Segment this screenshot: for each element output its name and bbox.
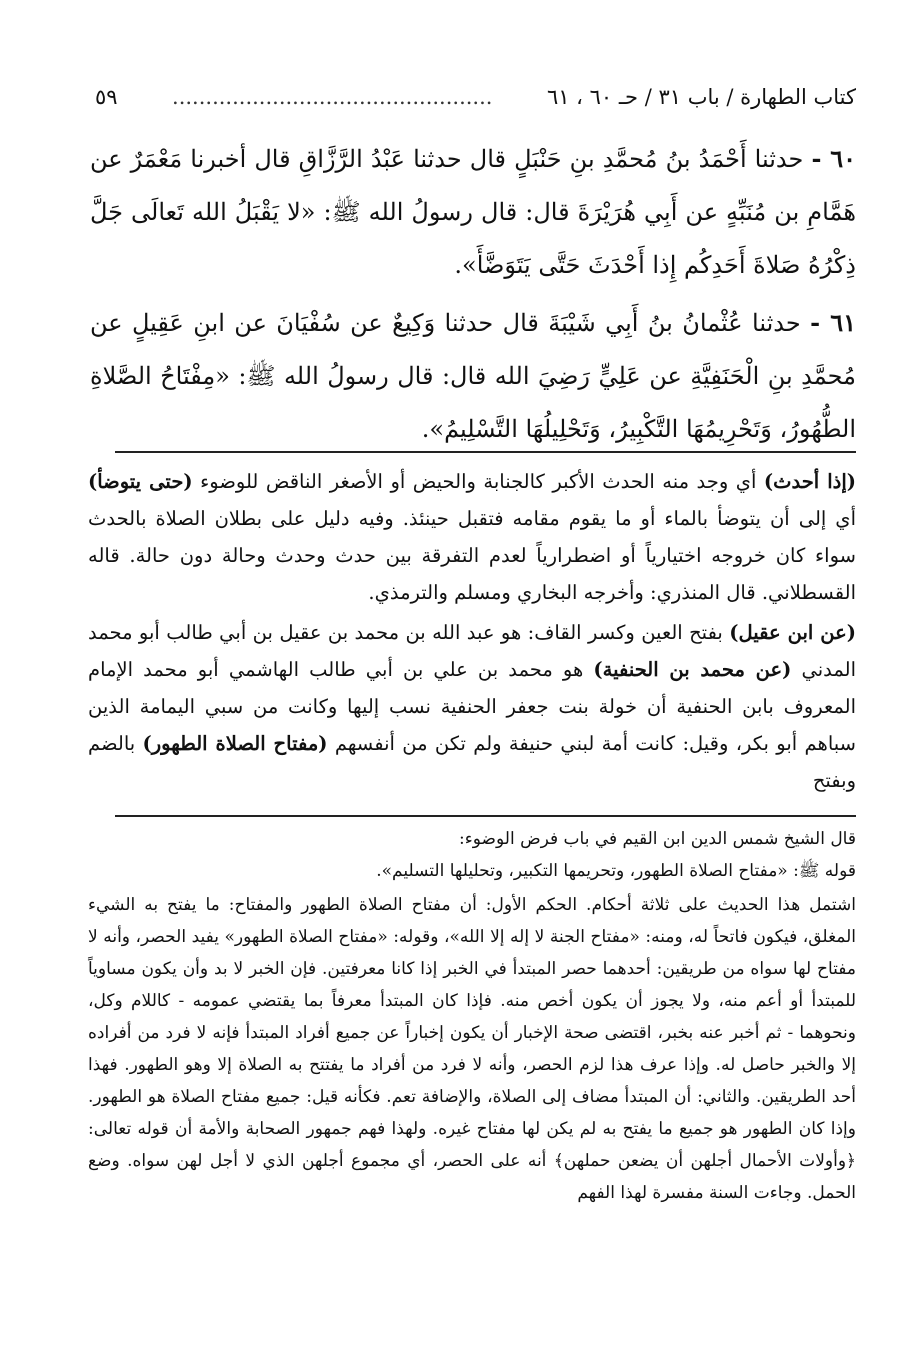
commentary-term: (عن ابن عقيل) [729,621,856,644]
hadith-section [90,132,856,460]
commentary-text: بالضم وبفتح [88,732,856,792]
commentary-term: (إذا أحدث) [763,470,857,493]
commentary-text: هو محمد بن علي بن أبي طالب الهاشمي أبو محمد الإمام المعروف بابن الحنفية أن خولة بنت جعفر الحنفية نسب إليها وكانت من سبي اليمامة الذين سباهم أبو بكر، وقيل: كانت أمة لبني حنيفة ولم تكن من أنفسهم [88,658,856,755]
hadith-number: ٦١ - [810,308,856,337]
hadith-61 [90,296,856,456]
commentary-term: (حتى يتوضأ) [88,470,193,493]
commentary-paragraph [88,614,856,799]
commentary-text: أي وجد منه الحدث الأكبر كالجنابة والحيض أو الأصغر الناقض للوضوء [192,470,764,493]
hadith-text: حدثنا أَحْمَدُ بنُ مُحمَّدِ بنِ حَنْبَلٍ قال حدثنا عَبْدُ الرَّزَّاقِ قال أخبرنا مَعْمَرٌ عن هَمَّامِ بن مُنَبِّهٍ عن أَبِي هُرَيْرَةَ قال: قال رسولُ الله ﷺ: «لا يَقْبَلُ الله تَعالَى جَلَّ ذِكْرُهُ صَلاةَ أَحَدِكُم إِذا أَحْدَثَ حَتَّى يَتَوَضَّأَ». [90,145,856,279]
notes-intro: قال الشيخ شمس الدين ابن القيم في باب فرض الوضوء: [459,829,856,849]
commentary-text: أي إلى أن يتوضأ بالماء أو ما يقوم مقامه فتقبل حينئذ. وفيه دليل على بطلان الصلاة بالحدث سواء كان خروجه اختيارياً أو اضطرارياً لعدم التفرقة بين حدث وحدث وحالة دون حالة. قاله القسطلاني. قال المنذري: وأخرجه البخاري ومسلم والترمذي. [88,507,856,604]
footnote-divider [115,815,856,817]
commentary-term: (مفتاح الصلاة الطهور) [142,732,328,755]
hadith-60 [90,132,856,292]
notes-quote: قوله ﷺ: «مفتاح الصلاة الطهور، وتحريمها التكبير، وتحليلها التسليم». [376,861,856,881]
notes-body: اشتمل هذا الحديث على ثلاثة أحكام. الحكم الأول: أن مفتاح الصلاة الطهور والمفتاح: ما يفتح به الشيء المغلق، فيكون فاتحاً له، ومنه: «مفتاح الجنة لا إله إلا الله»، وقوله: «مفتاح الصلاة الطهور» يفيد الحصر، وأنه لا مفتاح لها سواه من طريقين: أحدهما حصر المبتدأ في الخبر إذا كانا معرفتين. فإن الخبر لا بد وأن يكون مساوياً للمبتدأ أو أعم منه، ولا يجوز أن يكون أخص منه. فإذا كان المبتدأ معرفاً بما يقتضي عمومه - كاللام وكل، ونحوهما - ثم أخبر عنه بخبر، اقتضى صحة الإخبار أن يكون إخباراً عن جميع أفراد المبتدأ فإنه لا فرد من أفراده إلا والخبر حاصل له. وإذا عرف هذا لزم الحصر، وأنه لا فرد من أفراد ما يفتتح به الصلاة إلا وهو الطهور. فهذا أحد الطريقين. والثاني: أن المبتدأ مضاف إلى الصلاة، والإضافة تعم. فكأنه قيل: جميع مفتاح الصلاة هو الطهور. وإذا كان الطهور هو جميع ما يفتح به لم يكن لها مفتاح غيره. ولهذا فهم جمهور الصحابة والأمة أن قوله تعالى: ﴿وأولات الأحمال أجلهن أن يضعن حملهن﴾ أنه على الحصر، أي مجموع أجلهن الذي لا أجل لهن سواه. وضع الحمل. وجاءت السنة مفسرة لهذا الفهم [88,895,856,1203]
commentary-text: بفتح العين وكسر القاف: هو عبد الله بن محمد بن عقيل بن أبي طالب أبو محمد المدني [88,621,856,681]
running-header [95,82,856,112]
section-divider [115,451,856,453]
chapter-title: كتاب الطهارة / باب ٣١ / حـ ٦٠ ، ٦١ [546,85,856,109]
commentary-term: (عن محمد بن الحنفية) [593,658,792,681]
page-number: ٥٩ [95,85,118,109]
hadith-number: ٦٠ - [811,144,856,173]
commentary-section [88,463,856,802]
leader-dots: ................................................ [172,85,493,109]
hadith-text: حدثنا عُثْمانُ بنُ أَبِي شَيْبَةَ قال حدثنا وَكِيعٌ عن سُفْيَانَ عن ابنِ عَقِيلٍ عن مُحمَّدِ بنِ الْحَنَفِيَّةِ عن عَلِيٍّ رَضِيَ الله قال: قال رسولُ الله ﷺ: «مِفْتَاحُ الصَّلاةِ الطُّهُورُ، وَتَحْرِيمُهَا التَّكْبِيرُ، وَتَحْلِيلُهَا التَّسْلِيمُ». [90,309,856,443]
commentary-paragraph [88,463,856,611]
ibn-qayyim-notes [88,823,856,1209]
